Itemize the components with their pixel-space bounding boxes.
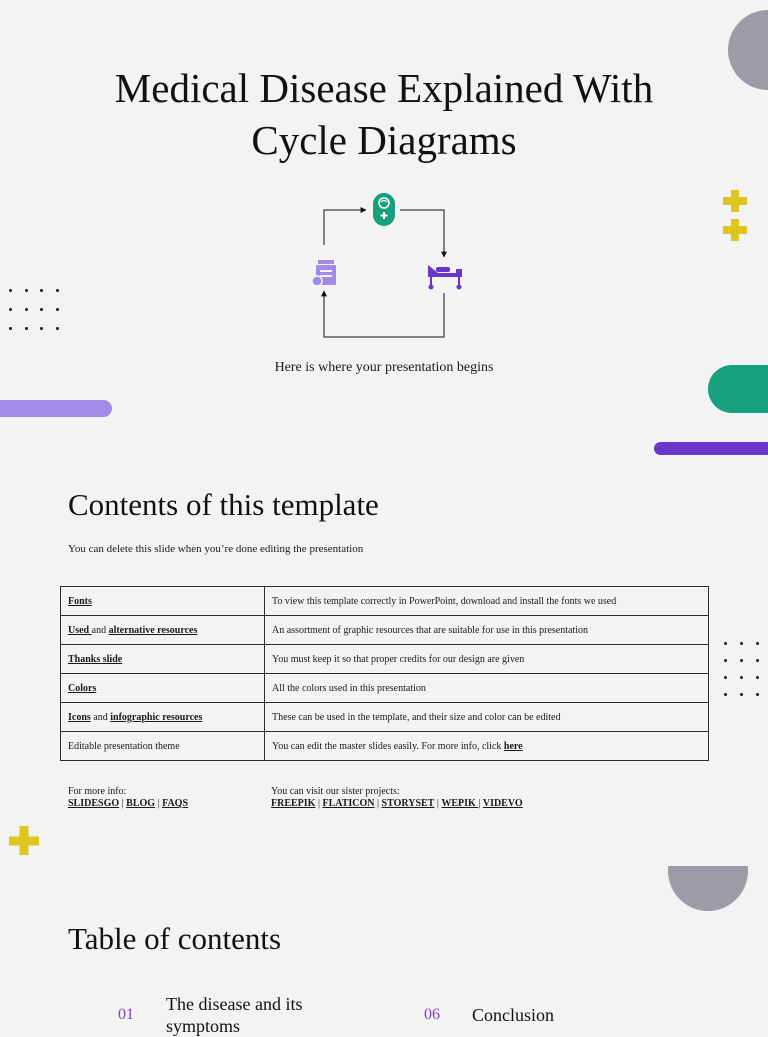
infographic-resources-link[interactable]: infographic resources	[110, 711, 203, 723]
more-info-links	[68, 798, 188, 810]
plus-icon	[723, 190, 747, 212]
contents-title: Contents of this template	[68, 487, 379, 522]
contents-subtitle: You can delete this slide when you’re done editing the presentation	[68, 543, 364, 555]
toc-title: Table of contents	[68, 921, 282, 956]
cell-text: and	[91, 624, 109, 636]
table-cell	[61, 674, 265, 703]
dot-grid-decoration	[724, 642, 768, 696]
title-line-2: Cycle Diagrams	[251, 117, 517, 163]
table-cell: Editable presentation theme	[61, 732, 265, 761]
separator: |	[315, 798, 323, 809]
separator: |	[434, 798, 442, 809]
table-row	[61, 587, 709, 616]
table-row	[61, 674, 709, 703]
sister-projects-block	[271, 786, 523, 810]
separator: |	[478, 798, 483, 809]
wepik-link[interactable]: WEPIK	[441, 798, 479, 809]
table-row	[61, 703, 709, 732]
title-line-1: Medical Disease Explained With	[114, 65, 654, 111]
gray-half-circle-decoration	[668, 866, 748, 911]
table-cell	[61, 587, 265, 616]
plus-icon	[723, 219, 747, 241]
doctor-icon	[373, 193, 395, 226]
table-cell: An assortment of graphic resources that are suitable for use in this presentation	[265, 616, 709, 645]
table-cell: To view this template correctly in PowerPoint, download and install the fonts we used	[265, 587, 709, 616]
hospital-bed-icon	[428, 265, 462, 290]
toc-label-line: The disease and its	[166, 994, 303, 1014]
separator: |	[119, 798, 127, 809]
slide-1-subtitle: Here is where your presentation begins	[274, 360, 494, 375]
sister-projects-label: You can visit our sister projects:	[271, 786, 400, 797]
separator: |	[374, 798, 382, 809]
cell-text: You can edit the master slides easily. For more info, click	[272, 740, 504, 752]
here-link[interactable]: here	[503, 740, 523, 752]
toc-number: 06	[424, 1006, 440, 1023]
cycle-diagram	[300, 185, 470, 345]
table-cell	[61, 616, 265, 645]
toc-number: 01	[118, 1006, 134, 1023]
table-cell	[61, 645, 265, 674]
purple-bar-decoration	[654, 442, 768, 455]
flaticon-link[interactable]: FLATICON	[322, 798, 375, 809]
dot-grid-decoration	[9, 289, 71, 330]
separator: |	[155, 798, 163, 809]
more-info-block	[68, 786, 188, 810]
faqs-link[interactable]: FAQS	[162, 798, 189, 809]
blog-link[interactable]: BLOG	[126, 798, 156, 809]
table-cell: All the colors used in this presentation	[265, 674, 709, 703]
table-cell: These can be used in the template, and their size and color can be edited	[265, 703, 709, 732]
sister-projects-links	[271, 798, 523, 810]
more-info-label: For more info:	[68, 786, 127, 797]
fonts-link[interactable]: Fonts	[68, 595, 92, 607]
plus-icon	[9, 826, 39, 855]
freepik-link[interactable]: FREEPIK	[271, 798, 316, 809]
colors-link[interactable]: Colors	[68, 682, 97, 694]
table-cell: You must keep it so that proper credits for our design are given	[265, 645, 709, 674]
slide-1-title	[0, 62, 768, 166]
contents-table	[60, 586, 709, 761]
storyset-link[interactable]: STORYSET	[381, 798, 435, 809]
slide-1	[0, 0, 768, 450]
videvo-link[interactable]: VIDEVO	[482, 798, 523, 809]
toc-label-line: symptoms	[166, 1016, 241, 1036]
slidesgo-link[interactable]: SLIDESGO	[68, 798, 120, 809]
cell-text: and	[90, 711, 111, 723]
table-row	[61, 616, 709, 645]
used-link[interactable]: Used	[68, 624, 92, 636]
alternative-resources-link[interactable]: alternative resources	[108, 624, 198, 636]
toc-item-label	[166, 993, 302, 1037]
table-row	[61, 732, 709, 761]
table-cell	[265, 732, 709, 761]
table-cell	[61, 703, 265, 732]
medicine-icon	[312, 260, 336, 286]
thanks-slide-link[interactable]: Thanks slide	[68, 653, 123, 665]
toc-item-label: Conclusion	[472, 1005, 555, 1025]
icons-link[interactable]: Icons	[68, 711, 91, 723]
lavender-bar-decoration	[0, 400, 112, 417]
table-row	[61, 645, 709, 674]
